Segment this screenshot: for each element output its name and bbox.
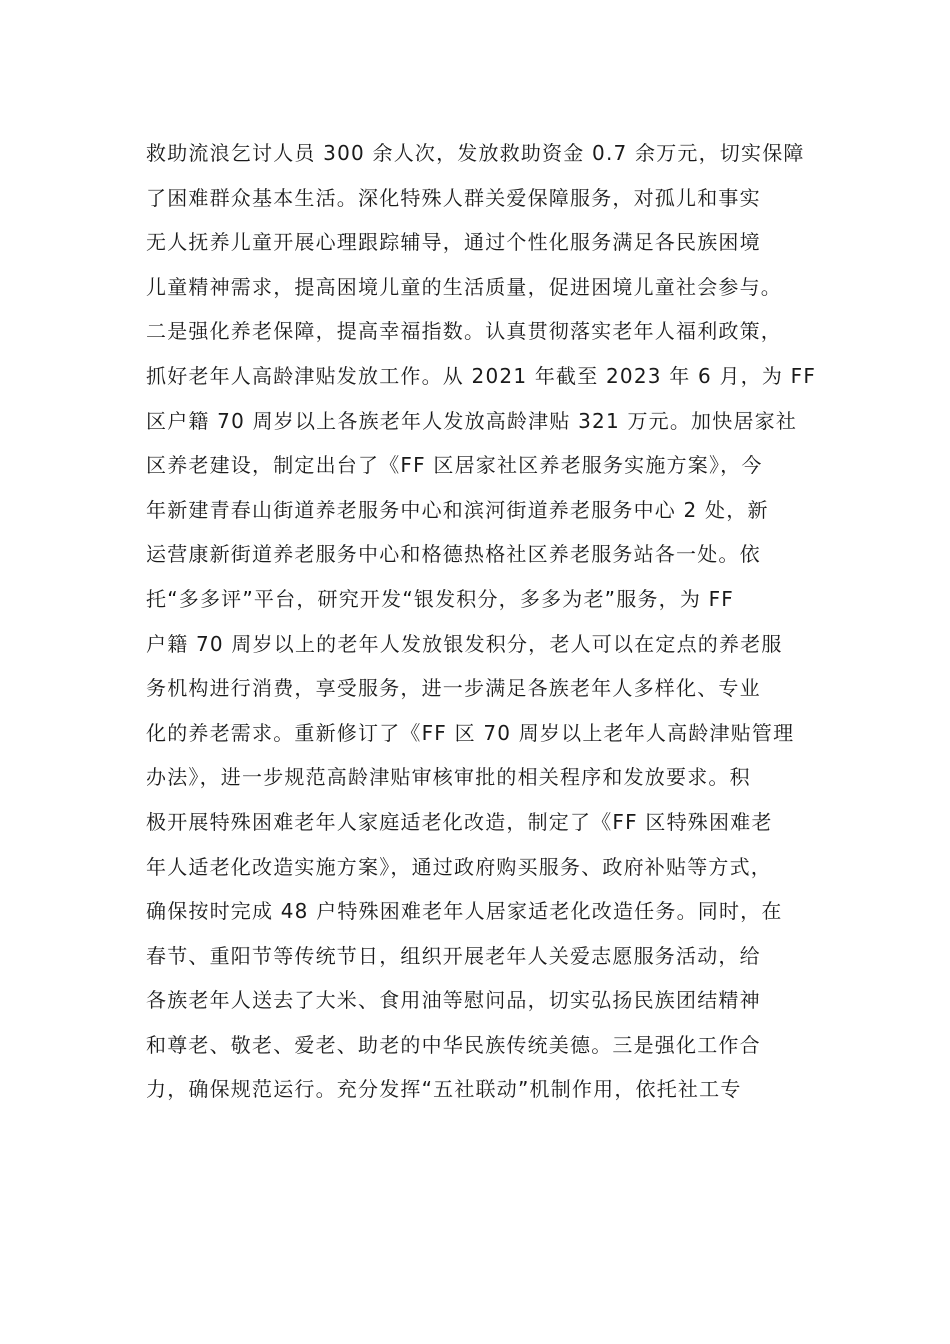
text-line-6: 抓好老年人高龄津贴发放工作。从 2021 年截至 2023 年 6 月，为 FF: [146, 363, 817, 388]
text-line-5: 二是强化养老保障，提高幸福指数。认真贯彻落实老年人福利政策，: [146, 319, 782, 344]
text-line-14: 化的养老需求。重新修订了《FF 区 70 周岁以上老年人高龄津贴管理: [146, 720, 795, 745]
text-line-17: 年人适老化改造实施方案》，通过政府购买服务、政府补贴等方式，: [146, 854, 772, 879]
text-line-13: 务机构进行消费，享受服务，进一步满足各族老年人多样化、专业: [146, 676, 761, 701]
text-line-16: 极开展特殊困难老年人家庭适老化改造，制定了《FF 区特殊困难老: [146, 809, 773, 834]
body-text: [146, 131, 826, 1112]
text-line-4: 儿童精神需求，提高困境儿童的生活质量，促进困境儿童社会参与。: [146, 274, 782, 299]
text-line-19: 春节、重阳节等传统节日，组织开展老年人关爱志愿服务活动，给: [146, 943, 761, 968]
text-line-3: 无人抚养儿童开展心理跟踪辅导，通过个性化服务满足各民族困境: [146, 230, 761, 255]
text-line-7: 区户籍 70 周岁以上各族老年人发放高龄津贴 321 万元。加快居家社: [146, 408, 798, 433]
text-line-10: 运营康新街道养老服务中心和格德热格社区养老服务站各一处。依: [146, 542, 761, 567]
text-line-20: 各族老年人送去了大米、食用油等慰问品，切实弘扬民族团结精神: [146, 988, 761, 1013]
text-line-8: 区养老建设，制定出台了《FF 区居家社区养老服务实施方案》，今: [146, 453, 763, 478]
text-line-12: 户籍 70 周岁以上的老年人发放银发积分，老人可以在定点的养老服: [146, 631, 783, 656]
text-line-9: 年新建青春山街道养老服务中心和滨河街道养老服务中心 2 处，新: [146, 497, 769, 522]
text-line-21: 和尊老、敬老、爱老、助老的中华民族传统美德。三是强化工作合: [146, 1032, 761, 1057]
text-line-11: 托“多多评”平台，研究开发“银发积分，多多为老”服务，为 FF: [146, 586, 735, 611]
text-line-2: 了困难群众基本生活。深化特殊人群关爱保障服务，对孤儿和事实: [146, 185, 761, 210]
text-line-22: 力，确保规范运行。充分发挥“五社联动”机制作用，依托社工专: [146, 1077, 742, 1102]
text-line-1: 救助流浪乞讨人员 300 余人次，发放救助资金 0.7 余万元，切实保障: [146, 141, 805, 165]
text-line-18: 确保按时完成 48 户特殊困难老年人居家适老化改造任务。同时，在: [146, 899, 783, 924]
text-line-15: 办法》，进一步规范高龄津贴审核审批的相关程序和发放要求。积: [146, 765, 751, 790]
